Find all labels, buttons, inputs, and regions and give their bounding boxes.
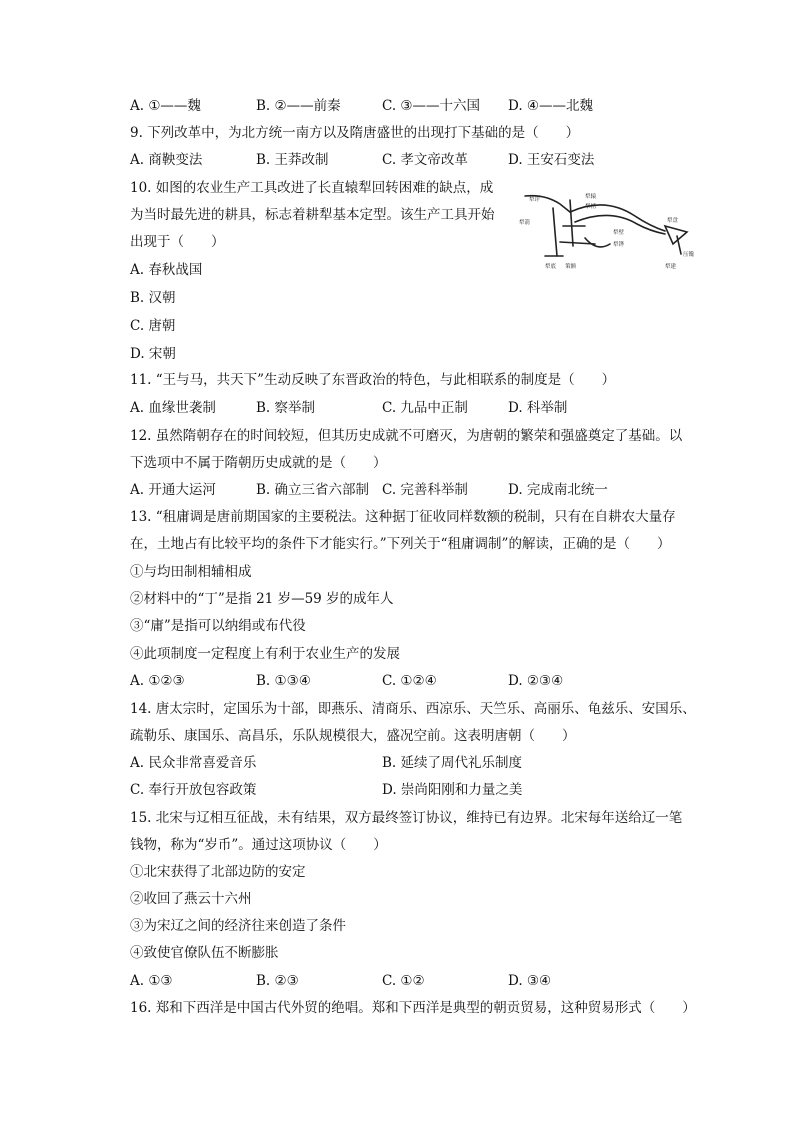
q12-options (130, 481, 634, 499)
q13-item: ②材料中的“丁”是指 21 岁—59 岁的成年人 (130, 591, 394, 607)
option: B. 延续了周代礼乐制度 (382, 755, 523, 771)
q14-options-row1 (130, 754, 634, 772)
option: C. ①②④ (382, 673, 437, 689)
figure-label: 犁辕 (585, 194, 597, 200)
option: C. 完善科举制 (382, 482, 468, 498)
option: B. 王莽改制 (256, 152, 329, 168)
figure-label: 犁箭 (519, 220, 531, 226)
figure-label: 犁建 (665, 264, 677, 270)
figure-label: 犁壁 (613, 230, 625, 236)
option: B. 确立三省六部制 (256, 482, 370, 498)
figure-label: 犁盘 (667, 218, 679, 224)
option: D. 王安石变法 (508, 152, 595, 168)
figure-label: 犁底 (545, 264, 557, 270)
option: D. 崇尚阳刚和力量之美 (382, 782, 523, 798)
q10-option: B. 汉朝 (130, 290, 176, 306)
option: B. ①③④ (256, 673, 311, 689)
q15-item: ③为宋辽之间的经济往来创造了条件 (130, 918, 346, 934)
q12-stem-line: 下选项中不属于隋朝历史成就的是（ ） (130, 455, 387, 471)
figure-label: 犁铧 (613, 242, 625, 248)
q12-stem-line: 12. 虽然隋朝存在的时间较短，但其历史成就不可磨灭，为唐朝的繁荣和强盛奠定了基础。以 (130, 428, 683, 444)
option: B. 察举制 (256, 400, 316, 416)
figure-label: 策额 (565, 264, 577, 270)
q11-stem: 11. “王与马，共天下”生动反映了东晋政治的特色，与此相联系的制度是（ ） (130, 372, 616, 388)
q15-stem-line: 15. 北宋与辽相互征战，未有结果，双方最终签订协议，维持已有边界。北宋每年送给辽一笔 (130, 810, 683, 826)
q15-item: ②收回了燕云十六州 (130, 891, 252, 907)
plough-figure (515, 186, 695, 276)
q10-stem-line: 出现于（ ） (130, 234, 225, 250)
q10-stem-line: 为当时最先进的耕具，标志着耕犁基本定型。该生产工具开始 (130, 207, 495, 223)
option: C. 孝文帝改革 (382, 152, 468, 168)
q11-options (130, 399, 634, 417)
option: C. 奉行开放包容政策 (130, 782, 257, 798)
option: A. 商鞅变法 (130, 152, 203, 168)
option: A. 民众非常喜爱音乐 (130, 755, 257, 771)
option: B. ②——前秦 (256, 98, 341, 114)
option: A. 开通大运河 (130, 482, 216, 498)
q15-options (130, 972, 634, 990)
q15-stem-line: 钱物，称为“岁币”。通过这项协议（ ） (130, 837, 387, 853)
option: D. 完成南北统一 (508, 482, 608, 498)
q13-stem-line: 13. “租庸调是唐前期国家的主要税法。这种据丁征收同样数额的税制，只有在自耕农大量存 (130, 509, 676, 525)
q15-item: ①北宋获得了北部边防的安定 (130, 864, 306, 880)
q10-option: A. 春秋战国 (130, 262, 203, 278)
q9-stem: 9. 下列改革中，为北方统一南方以及隋唐盛世的出现打下基础的是（ ） (130, 125, 580, 141)
plough-figure-labels (519, 192, 695, 270)
q14-stem-line: 14. 唐太宗时，定国乐为十部，即燕乐、清商乐、西凉乐、天竺乐、高丽乐、龟兹乐、安国乐、 (130, 701, 696, 717)
figure-label: 压镵 (683, 252, 695, 258)
option: A. ①——魏 (130, 98, 201, 114)
option: D. 科举制 (508, 400, 568, 416)
q13-options (130, 672, 634, 690)
option: C. ①② (382, 973, 425, 989)
figure-label: 犁评 (529, 197, 541, 203)
q8-options (130, 97, 634, 115)
q13-item: ①与均田制相辅相成 (130, 564, 252, 580)
q14-options-row2 (130, 781, 634, 799)
q14-stem-line: 疏勒乐、康国乐、高昌乐，乐队规模很大，盛况空前。这表明唐朝（ ） (130, 728, 576, 744)
q13-item: ④此项制度一定程度上有利于农业生产的发展 (130, 646, 400, 662)
option: D. ③④ (508, 973, 552, 989)
option: B. ②③ (256, 973, 299, 989)
figure-label: 犁梢 (585, 204, 597, 210)
q10-stem-line: 10. 如图的农业生产工具改进了长直辕犁回转困难的缺点，成 (130, 180, 494, 196)
q10-option: C. 唐朝 (130, 318, 176, 334)
option: D. ②③④ (508, 673, 564, 689)
option: A. ①②③ (130, 673, 185, 689)
q13-item: ③“庸”是指可以纳绢或布代役 (130, 618, 306, 634)
q16-stem: 16. 郑和下西洋是中国古代外贸的绝唱。郑和下西洋是典型的朝贡贸易，这种贸易形式（ ） (130, 1000, 696, 1016)
q9-options (130, 151, 634, 169)
q13-stem-line: 在，土地占有比较平均的条件下才能实行。”下列关于“租庸调制”的解读，正确的是（ ） (130, 536, 671, 552)
option: A. 血缘世袭制 (130, 400, 216, 416)
option: C. ③——十六国 (382, 98, 481, 114)
option: C. 九品中正制 (382, 400, 468, 416)
q10-option: D. 宋朝 (130, 346, 176, 362)
option: A. ①③ (130, 973, 173, 989)
option: D. ④——北魏 (508, 98, 594, 114)
q15-item: ④致使官僚队伍不断膨胀 (130, 945, 279, 961)
